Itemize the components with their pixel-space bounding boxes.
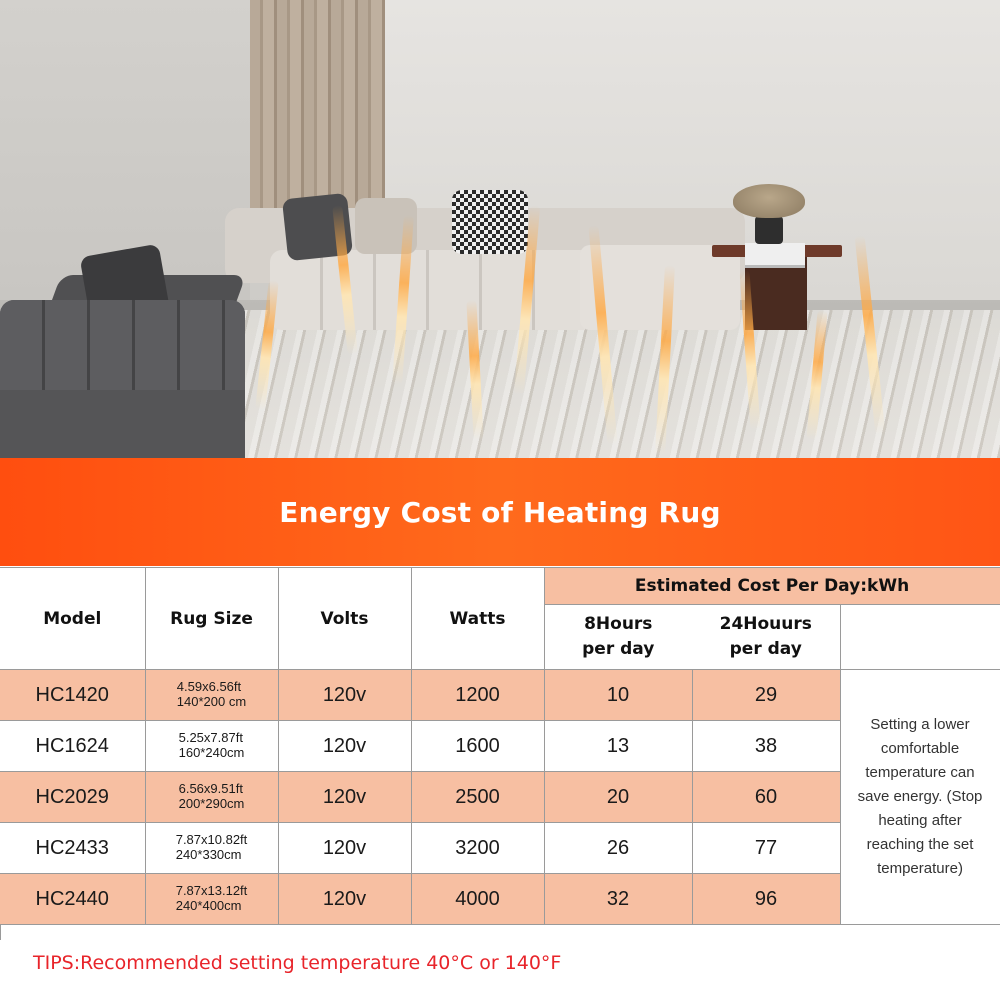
energy-saving-note: Setting a lower comfortable temperature can save energy. (Stop heating after reaching the set temperature) xyxy=(840,670,1000,925)
energy-cost-table xyxy=(0,567,1000,925)
cell-volts: 120v xyxy=(278,874,411,925)
header-estimated-cost: Estimated Cost Per Day:kWh xyxy=(544,568,1000,605)
header-24-hours xyxy=(692,605,840,670)
cell-rug-size xyxy=(145,670,278,721)
header-blank xyxy=(840,605,1000,670)
cell-watts: 3200 xyxy=(411,823,544,874)
size-ft: 5.25x7.87ft xyxy=(178,730,243,745)
header-volts: Volts xyxy=(278,568,411,670)
cell-model: HC1624 xyxy=(0,721,145,772)
books xyxy=(745,243,805,268)
cell-volts: 120v xyxy=(278,670,411,721)
cell-rug-size xyxy=(145,874,278,925)
cell-8-hours: 26 xyxy=(544,823,692,874)
cell-rug-size xyxy=(145,772,278,823)
header-24-hours-line2: per day xyxy=(729,639,802,659)
cost-table xyxy=(0,567,1000,925)
size-cm: 160*240cm xyxy=(178,745,245,760)
cell-24-hours: 38 xyxy=(692,721,840,772)
cell-watts: 4000 xyxy=(411,874,544,925)
lamp-base xyxy=(755,216,783,244)
size-cm: 240*330cm xyxy=(175,847,242,862)
cell-model: HC1420 xyxy=(0,670,145,721)
cell-24-hours: 60 xyxy=(692,772,840,823)
header-8-hours xyxy=(544,605,692,670)
size-cm: 140*200 cm xyxy=(176,694,247,709)
cell-watts: 1200 xyxy=(411,670,544,721)
cell-volts: 120v xyxy=(278,772,411,823)
size-cm: 200*290cm xyxy=(178,796,245,811)
cell-8-hours: 13 xyxy=(544,721,692,772)
cell-volts: 120v xyxy=(278,721,411,772)
cell-24-hours: 96 xyxy=(692,874,840,925)
cell-model: HC2440 xyxy=(0,874,145,925)
header-model: Model xyxy=(0,568,145,670)
cell-rug-size xyxy=(145,823,278,874)
cell-24-hours: 29 xyxy=(692,670,840,721)
size-ft: 7.87x10.82ft xyxy=(175,832,248,847)
tips-text: TIPS:Recommended setting temperature 40°C or 140°F xyxy=(33,952,562,974)
cell-watts: 1600 xyxy=(411,721,544,772)
lamp-icon xyxy=(733,184,805,218)
size-ft: 7.87x13.12ft xyxy=(175,883,248,898)
title-banner xyxy=(0,458,1000,566)
cell-model: HC2433 xyxy=(0,823,145,874)
cell-rug-size xyxy=(145,721,278,772)
table-row xyxy=(0,670,1000,721)
size-cm: 240*400cm xyxy=(175,898,242,913)
header-watts: Watts xyxy=(411,568,544,670)
size-ft: 4.59x6.56ft xyxy=(176,679,242,694)
cell-8-hours: 10 xyxy=(544,670,692,721)
cell-model: HC2029 xyxy=(0,772,145,823)
cell-8-hours: 20 xyxy=(544,772,692,823)
houndstooth-pillow xyxy=(452,190,528,254)
cell-watts: 2500 xyxy=(411,772,544,823)
cell-24-hours: 77 xyxy=(692,823,840,874)
dark-sofa-cushions xyxy=(0,300,245,390)
header-8-hours-line1: 8Hours xyxy=(584,614,653,634)
cell-volts: 120v xyxy=(278,823,411,874)
header-rug-size: Rug Size xyxy=(145,568,278,670)
header-24-hours-line1: 24Houurs xyxy=(719,614,812,634)
size-ft: 6.56x9.51ft xyxy=(178,781,243,796)
banner-title: Energy Cost of Heating Rug xyxy=(279,495,721,529)
header-8-hours-line2: per day xyxy=(582,639,655,659)
living-room-photo xyxy=(0,0,1000,458)
cell-8-hours: 32 xyxy=(544,874,692,925)
